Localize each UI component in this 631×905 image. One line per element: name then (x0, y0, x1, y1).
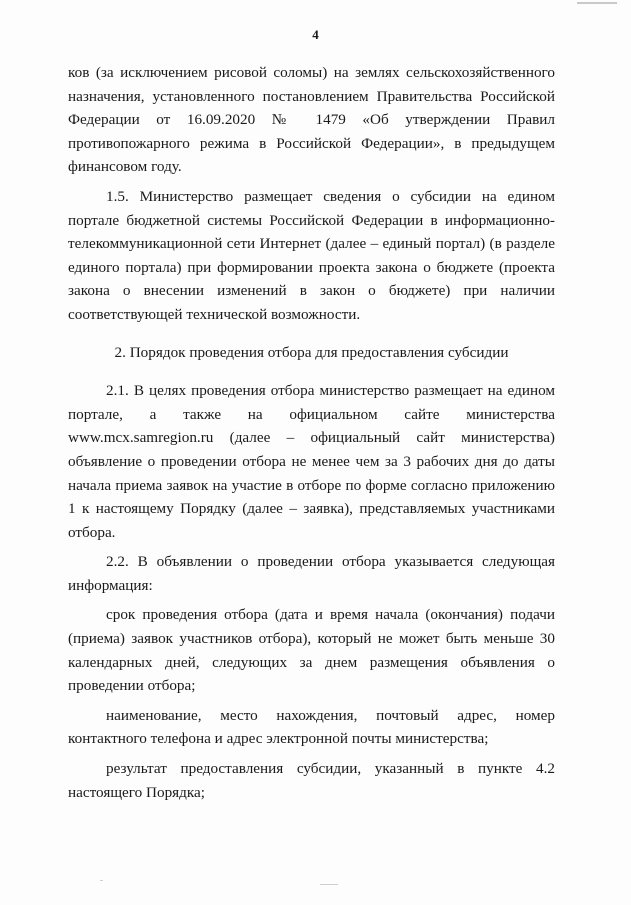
scan-artifact (320, 884, 338, 885)
section-heading: 2. Порядок проведения отбора для предоставления субсидии (114, 343, 509, 361)
page-number: 4 (312, 27, 319, 42)
list-item-contacts: наименование, место нахождения, почтовый адрес, номер контактного телефона и адрес электронной почты министерства; (68, 706, 555, 748)
list-item-deadline: срок проведения отбора (дата и время начала (окончания) подачи (приема) заявок участников отбора), который не может быть меньше 30 календарных дней, следующих за днем размещения объявления о проведении отбора; (68, 606, 555, 695)
paragraph-2-1: 2.1. В целях проведения отбора министерство размещает на едином портале, а также на официальном сайте министерства www.mcx.samregion.ru (далее – официальный сайт министерства) объявление о проведении отбора не менее чем за 3 рабочих дня до даты начала приема заявок на участие в отборе по форме согласно приложению 1 к настоящему Порядку (далее – заявка), представляемых участниками отбора. (68, 382, 555, 541)
list-item-result: результат предоставления субсидии, указанный в пункте 4.2 настоящего Порядка; (68, 760, 555, 801)
paragraph-1-5: 1.5. Министерство размещает сведения о субсидии на едином портале бюджетной системы Российской Федерации в информационно-телекоммуникационной сети Интернет (далее – единый портал) (в разделе единого портала) при формировании проекта закона о бюджете (проекта закона о внесении изменений в закон о бюджете) при наличии соответствующей технической возможности. (68, 187, 555, 323)
paragraph-2-2: 2.2. В объявлении о проведении отбора указывается следующая информация: (68, 553, 555, 594)
scan-artifact (100, 880, 103, 881)
scan-artifact (577, 2, 617, 4)
paragraph-continuation: ков (за исключением рисовой соломы) на землях сельскохозяйственного назначения, установленного постановлением Правительства Российской Федерации от 16.09.2020 № 1479 «Об утверждении Правил противопожарного режима в Российской Федерации», в предыдущем финансовом году. (68, 64, 555, 176)
document-body (68, 61, 555, 804)
